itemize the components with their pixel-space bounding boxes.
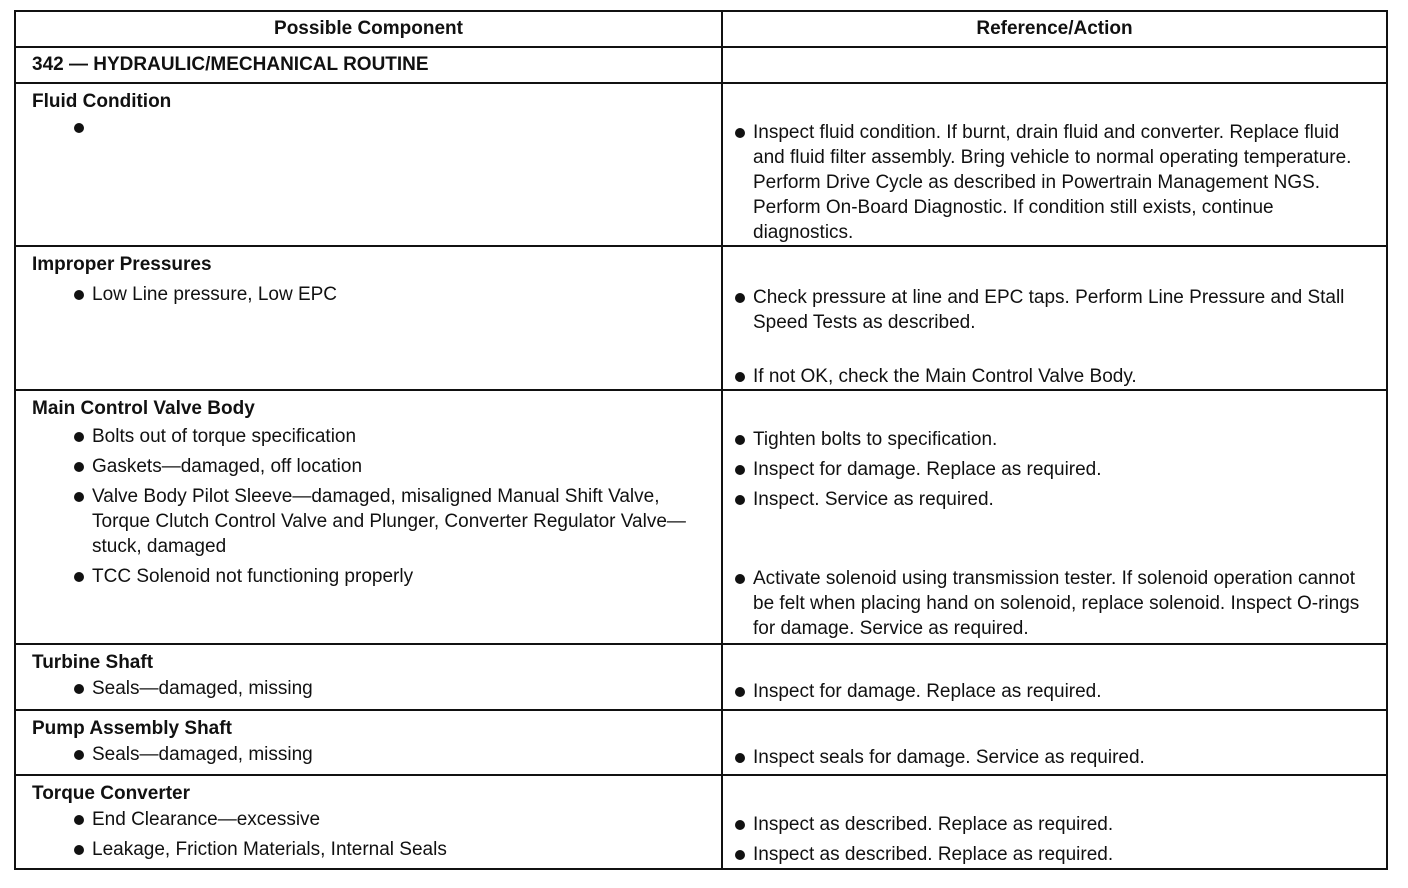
section-torque-converter [15,775,1387,869]
pressures-action-2: If not OK, check the Main Control Valve Body. [753,366,1137,387]
header-action: Reference/Action [722,11,1387,47]
bullet-icon [74,492,84,502]
list-item [733,120,1374,245]
fluid-action-cell [722,83,1387,246]
valve-action-1: Tighten bolts to specification. [753,429,998,450]
valve-component-2: Gaskets—damaged, off location [92,456,363,477]
section-title: Torque Converter [32,783,191,804]
pump-component-cell [15,710,722,775]
valve-component-1: Bolts out of torque specification [92,426,357,447]
list-item [733,285,1374,335]
list-item [72,454,721,479]
table-header-row [15,11,1387,47]
header-component: Possible Component [15,11,722,47]
section-turbine-shaft [15,644,1387,710]
fluid-component-cell [15,83,722,246]
bullet-icon [735,372,745,382]
routine-cell [15,47,722,83]
routine-action-cell [722,47,1387,83]
converter-action-2: Inspect as described. Replace as required. [753,844,1114,865]
section-title: Fluid Condition [32,91,172,112]
section-improper-pressures [15,246,1387,390]
pressures-component-cell [15,246,722,390]
list-item [733,487,1374,512]
section-title: Main Control Valve Body [32,398,255,419]
turbine-action-text: Inspect for damage. Replace as required. [753,681,1102,702]
list-item [72,676,721,701]
list-item [72,837,721,862]
bullet-icon [735,128,745,138]
bullet-icon [74,432,84,442]
routine-title: 342 — HYDRAULIC/MECHANICAL ROUTINE [32,54,429,75]
list-item [72,807,721,832]
fluid-action-text: Inspect fluid condition. If burnt, drain fluid and converter. Replace fluid and fluid filter assembly. Bring vehicle to normal operating temperature. Perform Drive Cycle as described in Powertrain Management NGS. Perform On-Board Diagnostic. If condition still exists, continue diagnostics. [753,122,1352,243]
valve-action-cell [722,390,1387,644]
pump-component-text: Seals—damaged, missing [92,744,313,765]
pressures-action-cell [722,246,1387,390]
section-pump-assembly-shaft [15,710,1387,775]
diagnostic-table [14,10,1388,870]
valve-action-4: Activate solenoid using transmission tester. If solenoid operation cannot be felt when placing hand on solenoid, replace solenoid. Inspect O-rings for damage. Service as required. [753,568,1360,639]
list-item [733,566,1374,641]
bullet-icon [74,845,84,855]
pressures-action-1: Check pressure at line and EPC taps. Perform Line Pressure and Stall Speed Tests as described. [753,287,1345,333]
bullet-icon [735,687,745,697]
bullet-icon [735,293,745,303]
list-item [72,424,721,449]
section-title: Turbine Shaft [32,652,154,673]
pressures-component-text: Low Line pressure, Low EPC [92,284,338,305]
bullet-icon [735,850,745,860]
bullet-icon [74,123,84,133]
routine-row [15,47,1387,83]
list-item [733,812,1374,837]
section-title: Improper Pressures [32,254,212,275]
valve-action-3: Inspect. Service as required. [753,489,994,510]
pump-action-text: Inspect seals for damage. Service as required. [753,747,1145,768]
list-item [72,742,721,767]
bullet-icon [74,572,84,582]
section-main-control-valve-body [15,390,1387,644]
bullet-icon [735,435,745,445]
bullet-icon [735,574,745,584]
converter-component-2: Leakage, Friction Materials, Internal Seals [92,839,447,860]
list-item [733,364,1374,389]
section-title: Pump Assembly Shaft [32,718,232,739]
pump-action-cell [722,710,1387,775]
list-item [733,679,1374,704]
list-item [733,745,1374,770]
converter-component-cell [15,775,722,869]
list-item [72,484,721,559]
turbine-component-text: Seals—damaged, missing [92,678,313,699]
bullet-icon [735,495,745,505]
bullet-icon [735,753,745,763]
list-item [72,564,721,589]
valve-component-4: TCC Solenoid not functioning properly [92,566,414,587]
bullet-icon [74,750,84,760]
valve-component-3: Valve Body Pilot Sleeve—damaged, misaligned Manual Shift Valve, Torque Clutch Control Valve and Plunger, Converter Regulator Valve—stuck, damaged [92,486,686,557]
turbine-component-cell [15,644,722,710]
valve-action-2: Inspect for damage. Replace as required. [753,459,1102,480]
bullet-icon [74,815,84,825]
converter-action-1: Inspect as described. Replace as required. [753,814,1114,835]
valve-component-cell [15,390,722,644]
bullet-icon [735,465,745,475]
bullet-icon [74,290,84,300]
bullet-icon [74,684,84,694]
turbine-action-cell [722,644,1387,710]
list-item [733,457,1374,482]
list-item [733,842,1374,867]
converter-action-cell [722,775,1387,869]
bullet-icon [735,820,745,830]
converter-component-1: End Clearance—excessive [92,809,321,830]
section-fluid-condition [15,83,1387,246]
bullet-icon [74,462,84,472]
list-item [733,427,1374,452]
list-item [72,282,721,307]
